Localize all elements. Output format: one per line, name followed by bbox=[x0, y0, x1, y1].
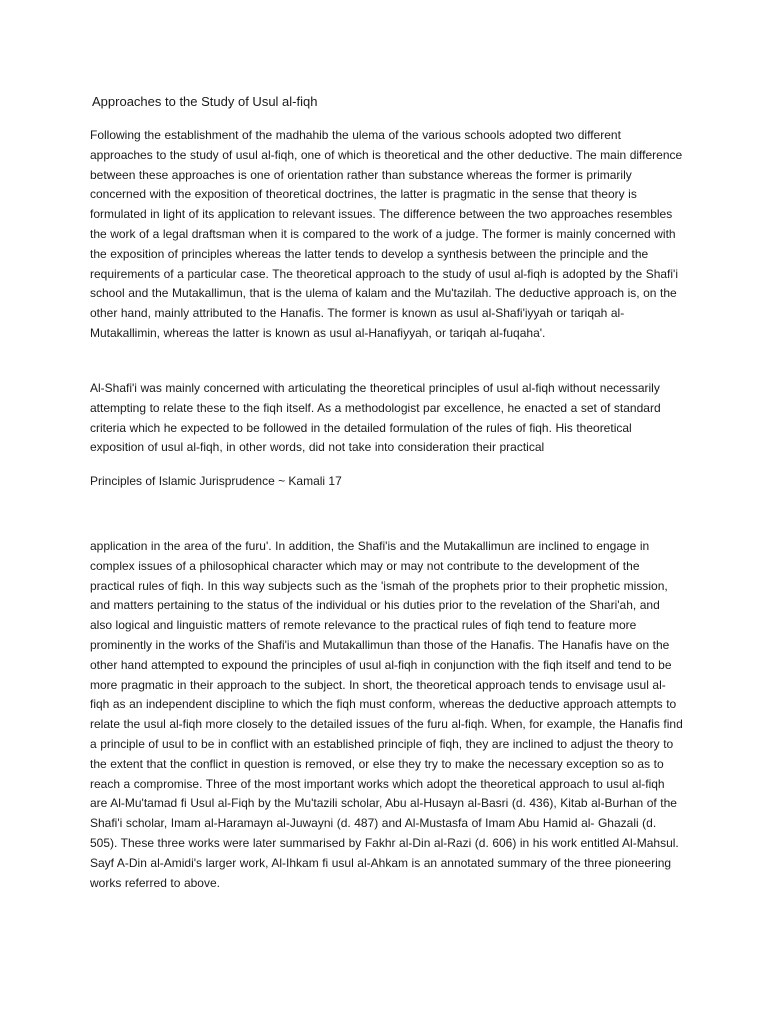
body-paragraph-2: Al-Shafi'i was mainly concerned with articulating the theoretical principles of usul al-fiqh without necessarily attempting to relate these to the fiqh itself. As a methodologist par excellence, he enacted a set of standard criteria which he expected to be followed in the detailed formulation of the rules of fiqh. His theoretical exposition of usul al-fiqh, in other words, did not take into consideration their practical bbox=[90, 381, 661, 455]
body-paragraph-1: Following the establishment of the madhahib the ulema of the various schools adopted two different approaches to the study of usul al-fiqh, one of which is theoretical and the other deductive. The main difference between these approaches is one of orientation rather than substance whereas the former is primarily concerned with the exposition of theoretical doctrines, the latter is pragmatic in the sense that theory is formulated in light of its application to relevant issues. The difference between the two approaches resembles the work of a legal draftsman when it is compared to the work of a judge. The former is mainly concerned with the exposition of principles whereas the latter tends to develop a synthesis between the principle and the requirements of a particular case. The theoretical approach to the study of usul al-fiqh is adopted by the Shafi'i school and the Mutakallimun, that is the ulema of kalam and the Mu'tazilah. The deductive approach is, on the other hand, mainly attributed to the Hanafis. The former is known as usul al-Shafi'iyyah or tariqah al-Mutakallimin, whereas the latter is known as usul al-Hanafiyyah, or tariqah al-fuqaha'. bbox=[90, 128, 683, 340]
body-paragraph-3: application in the area of the furu'. In addition, the Shafi'is and the Mutakallimun are inclined to engage in complex issues of a philosophical character which may or may not contribute to the development of the practical rules of fiqh. In this way subjects such as the 'ismah of the prophets prior to their prophetic mission, and matters pertaining to the status of the individual or his duties prior to the revelation of the Shari'ah, and also logical and linguistic matters of remote relevance to the practical rules of fiqh tend to feature more prominently in the works of the Shafi'is and Mutakallimun than those of the Hanafis. The Hanafis have on the other hand attempted to expound the principles of usul al-fiqh in conjunction with the fiqh itself and tend to be more pragmatic in their approach to the subject. In short, the theoretical approach tends to envisage usul al-fiqh as an independent discipline to which the fiqh must conform, whereas the deductive approach attempts to relate the usul al-fiqh more closely to the detailed issues of the furu al-fiqh. When, for example, the Hanafis find a principle of usul to be in conflict with an established principle of fiqh, they are inclined to adjust the theory to the extent that the conflict in question is removed, or else they try to make the necessary exception so as to reach a compromise. Three of the most important works which adopt the theoretical approach to usul al-fiqh are Al-Mu'tamad fi Usul al-Fiqh by the Mu'tazili scholar, Abu al-Husayn al-Basri (d. 436), Kitab al-Burhan of the Shafi'i scholar, Imam al-Haramayn al-Juwayni (d. 487) and Al-Mustasfa of Imam Abu Hamid al- Ghazali (d. 505). These three works were later summarised by Fakhr al-Din al-Razi (d. 606) in his work entitled Al-Mahsul. Sayf A-Din al-Amidi's larger work, Al-Ihkam fi usul al-Ahkam is an annotated summary of the three pioneering works referred to above. bbox=[90, 539, 683, 890]
page-footer: Principles of Islamic Jurisprudence ~ Kamali 17 bbox=[90, 474, 342, 488]
page-title: Approaches to the Study of Usul al-fiqh bbox=[92, 94, 318, 109]
